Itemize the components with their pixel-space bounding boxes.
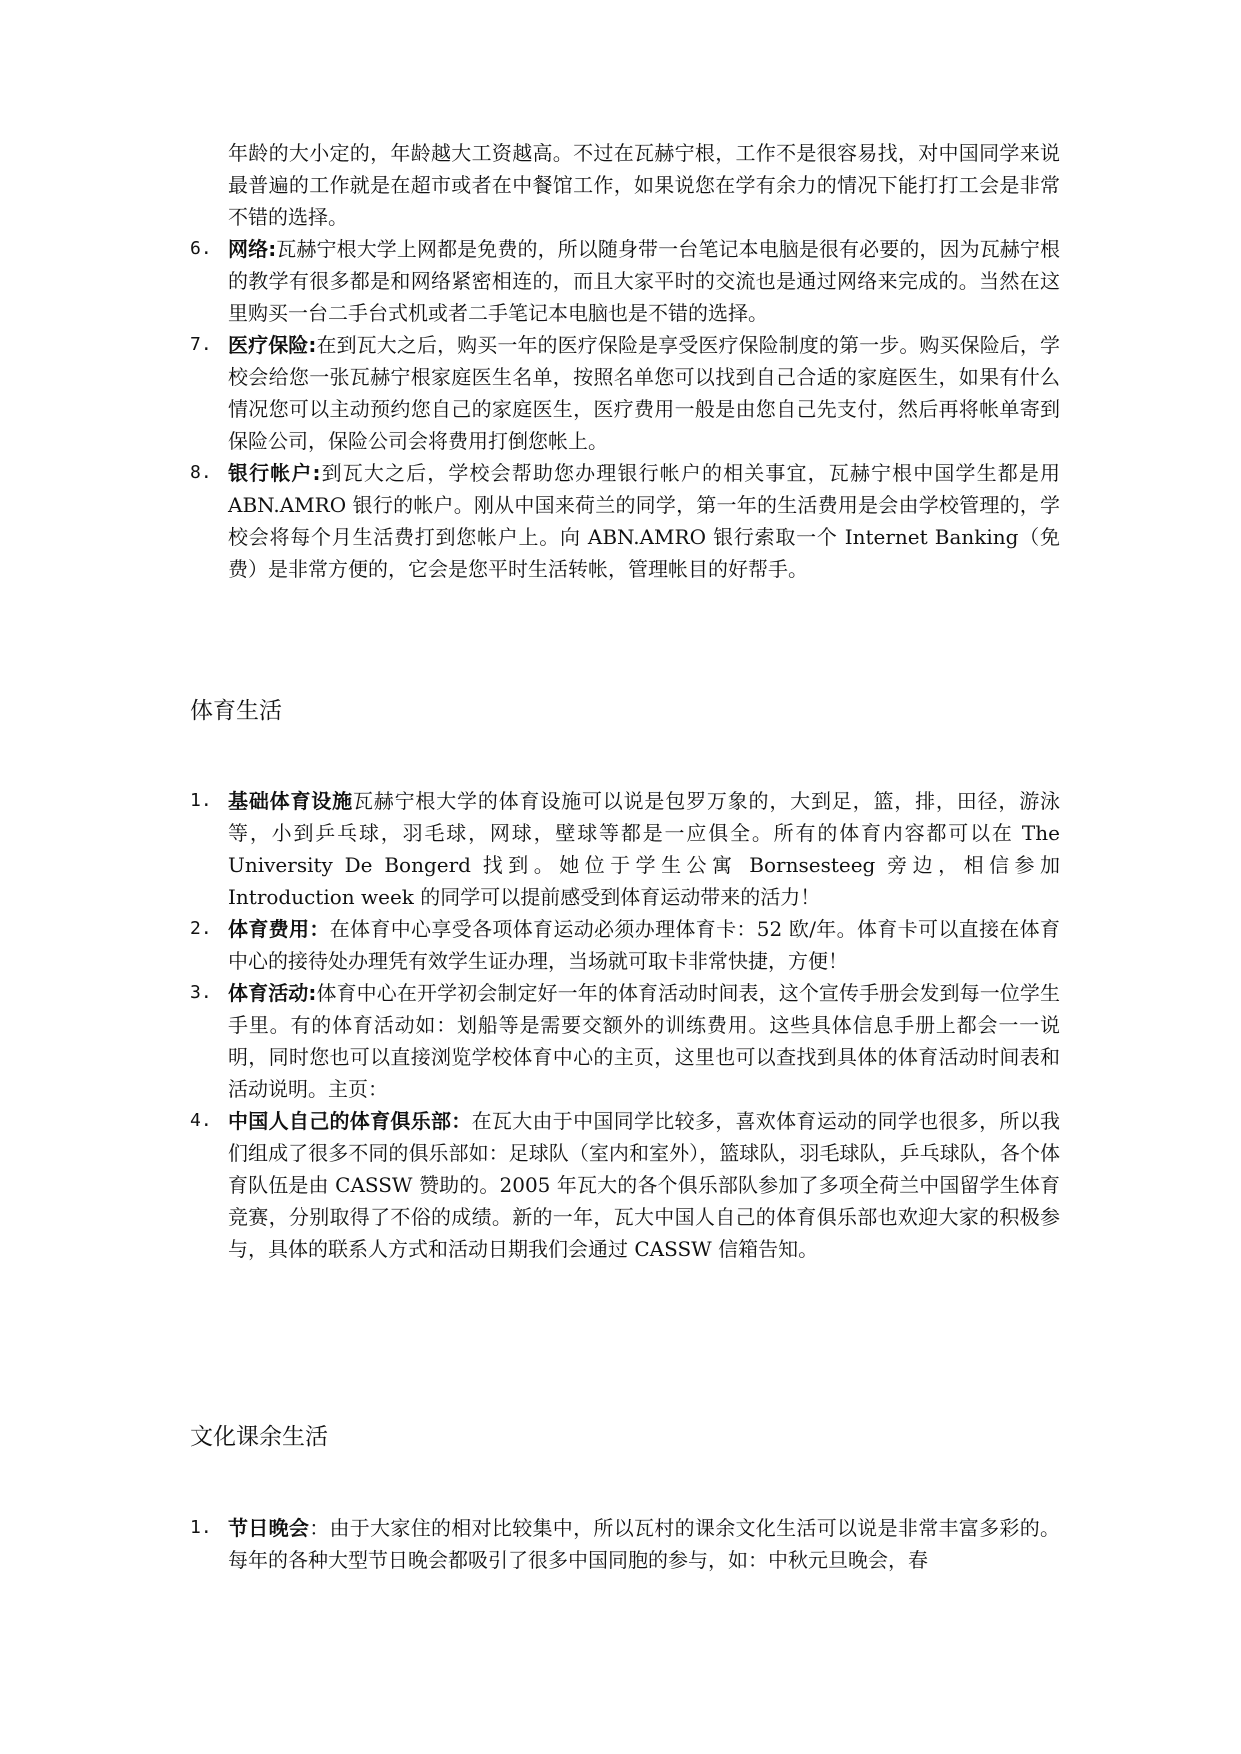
list-item-clubs [190, 1105, 1060, 1265]
section-culture-list [190, 1512, 1060, 1576]
list-term: 节日晚会 [228, 1516, 310, 1540]
list-term: 中国人自己的体育俱乐部： [228, 1109, 472, 1133]
heading-culture: 文化课余生活 [190, 1424, 328, 1450]
list-item-facilities [190, 785, 1060, 913]
list-number: 6. [190, 238, 212, 259]
list-term: 体育活动: [228, 981, 317, 1005]
intro-paragraph: 年龄的大小定的，年龄越大工资越高。不过在瓦赫宁根，工作不是很容易找，对中国同学来说最普遍的工作就是在超市或者在中餐馆工作，如果说您在学有余力的情况下能打打工会是非常不错的选择。 [228, 141, 1060, 229]
heading-sports: 体育生活 [190, 698, 282, 724]
section-work-continuation [190, 137, 1060, 233]
list-item-activities [190, 977, 1060, 1105]
list-number: 2. [190, 918, 212, 939]
list-number: 8. [190, 462, 212, 483]
list-text: ：由于大家住的相对比较集中，所以瓦村的课余文化生活可以说是非常丰富多彩的。每年的各种大型节日晚会都吸引了很多中国同胞的参与，如：中秋元旦晚会，春 [228, 1516, 1061, 1572]
section-living-list [190, 233, 1060, 585]
list-text: 到瓦大之后，学校会帮助您办理银行帐户的相关事宜，瓦赫宁根中国学生都是用 ABN.AMRO 银行的帐户。刚从中国来荷兰的同学，第一年的生活费用是会由学校管理的，学校会将每个月生活费打到您帐户上。向 ABN.AMRO 银行索取一个 Internet Banking（免费）是非常方便的，它会是您平时生活转帐，管理帐目的好帮手。 [228, 461, 1061, 581]
list-item-network [190, 233, 1060, 329]
list-number: 4. [190, 1110, 212, 1131]
list-number: 7. [190, 334, 212, 355]
list-term: 银行帐户: [228, 461, 321, 485]
list-text: 瓦赫宁根大学上网都是免费的，所以随身带一台笔记本电脑是很有必要的，因为瓦赫宁根的教学有很多都是和网络紧密相连的，而且大家平时的交流也是通过网络来完成的。当然在这里购买一台二手台式机或者二手笔记本电脑也是不错的选择。 [228, 237, 1061, 325]
list-text: 体育中心在开学初会制定好一年的体育活动时间表，这个宣传手册会发到每一位学生手里。有的体育活动如：划船等是需要交额外的训练费用。这些具体信息手册上都会一一说明，同时您也可以直接浏览学校体育中心的主页，这里也可以查找到具体的体育活动时间表和活动说明。主页： [228, 981, 1060, 1101]
list-text: 在体育中心享受各项体育运动必须办理体育卡：52 欧/年。体育卡可以直接在体育中心的接待处办理凭有效学生证办理，当场就可取卡非常快捷，方便！ [228, 917, 1061, 973]
list-number: 3. [190, 982, 212, 1003]
list-text: 在到瓦大之后，购买一年的医疗保险是享受医疗保险制度的第一步。购买保险后，学校会给您一张瓦赫宁根家庭医生名单，按照名单您可以找到自己合适的家庭医生，如果有什么情况您可以主动预约您自己的家庭医生，医疗费用一般是由您自己先支付，然后再将帐单寄到保险公司，保险公司会将费用打倒您帐上。 [228, 333, 1060, 453]
list-item-festival [190, 1512, 1060, 1576]
list-number: 1. [190, 790, 212, 811]
list-term: 体育费用： [228, 917, 330, 941]
list-item-bank [190, 457, 1060, 585]
list-number: 1. [190, 1517, 212, 1538]
list-term: 基础体育设施 [228, 789, 353, 813]
list-term: 网络: [228, 237, 277, 261]
list-text: 瓦赫宁根大学的体育设施可以说是包罗万象的，大到足，篮，排，田径，游泳等，小到乒乓球，羽毛球，网球，壁球等都是一应俱全。所有的体育内容都可以在 The University De Bongerd 找到。她位于学生公寓 Bornsesteeg 旁边，相信参加 Introduction week 的同学可以提前感受到体育运动带来的活力！ [228, 789, 1061, 909]
list-text: 在瓦大由于中国同学比较多，喜欢体育运动的同学也很多，所以我们组成了很多不同的俱乐部如：足球队（室内和室外），篮球队，羽毛球队，乒乓球队，各个体育队伍是由 CASSW 赞助的。2005 年瓦大的各个俱乐部队参加了多项全荷兰中国留学生体育竞赛，分别取得了不俗的成绩。新的一年，瓦大中国人自己的体育俱乐部也欢迎大家的积极参与，具体的联系人方式和活动日期我们会通过 CASSW 信箱告知。 [228, 1109, 1061, 1261]
list-item-fees [190, 913, 1060, 977]
list-term: 医疗保险: [228, 333, 317, 357]
list-item-insurance [190, 329, 1060, 457]
section-sports-list [190, 785, 1060, 1265]
